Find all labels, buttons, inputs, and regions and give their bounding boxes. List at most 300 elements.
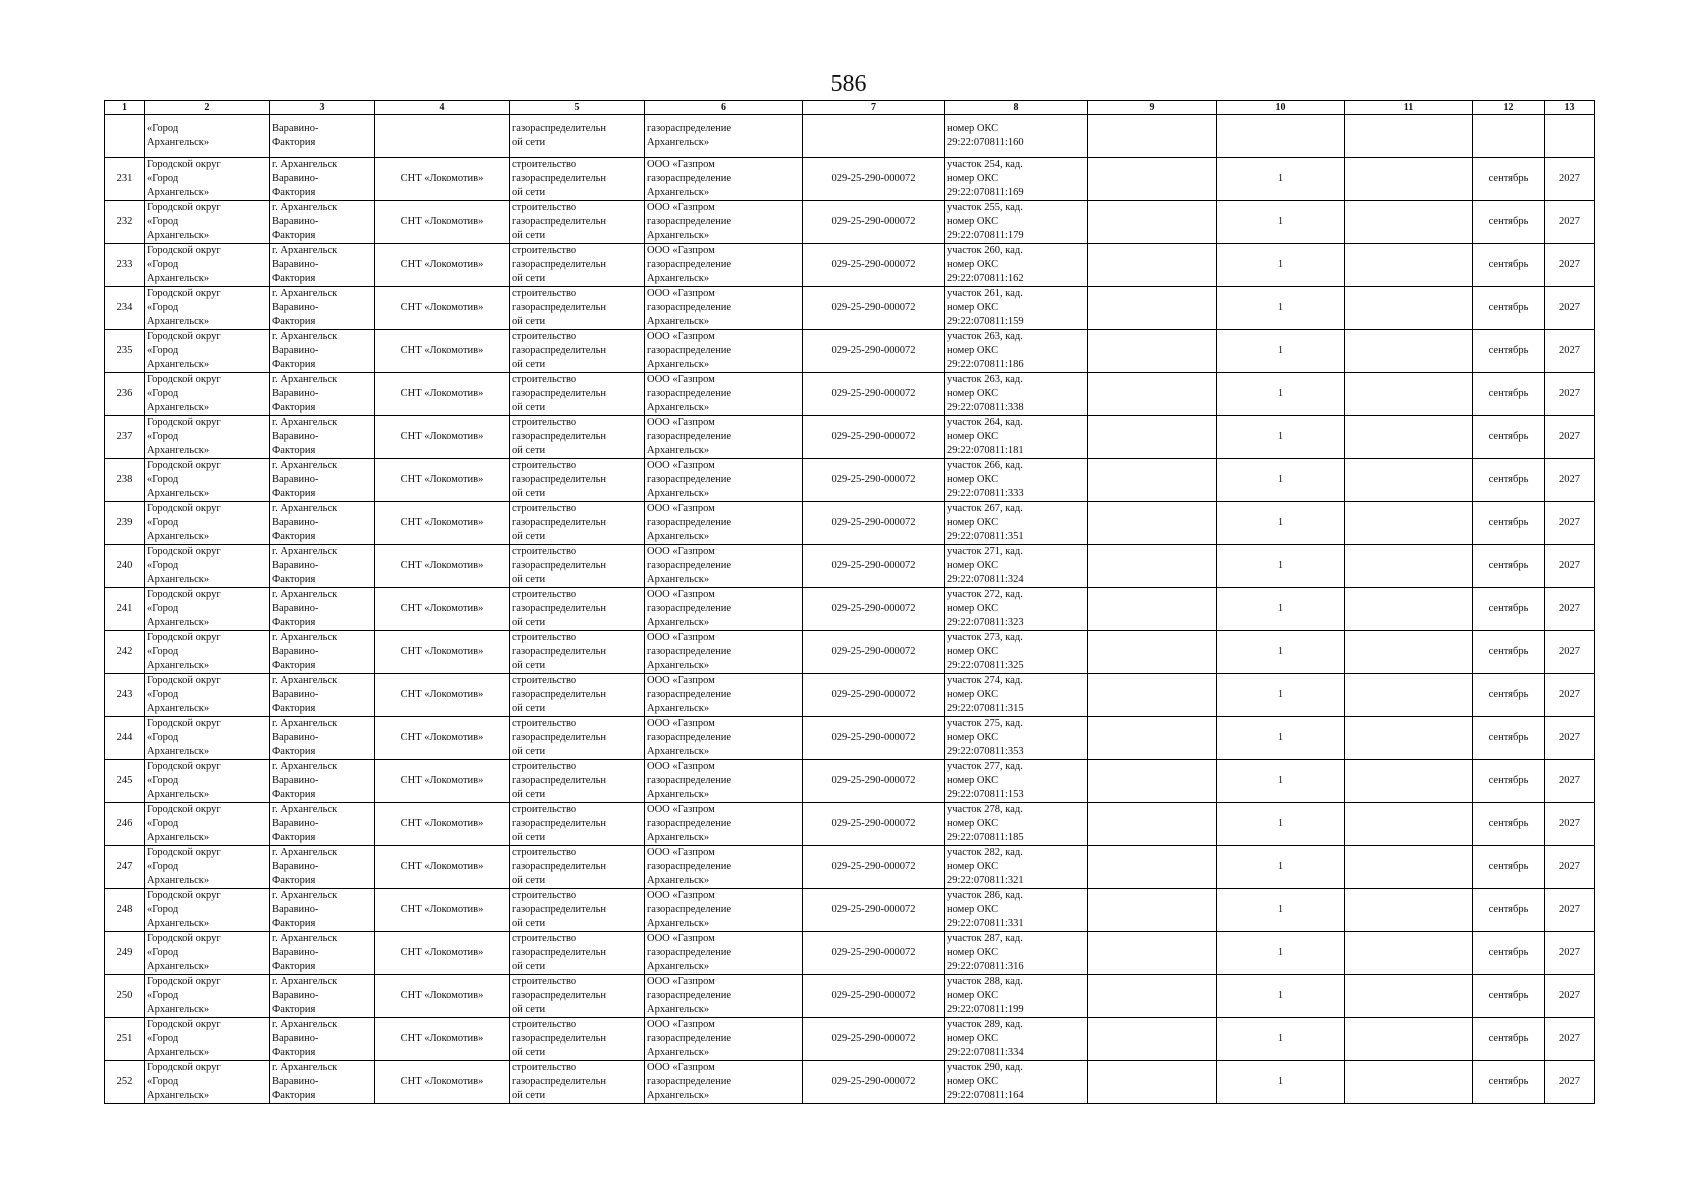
cell-col-5: строительство газораспределительн ой сети <box>510 674 645 717</box>
cell-col-7: 029-25-290-000072 <box>803 416 945 459</box>
cell-col-10: 1 <box>1217 545 1345 588</box>
cell-col-13: 2027 <box>1545 975 1595 1018</box>
cell-col-8: участок 278, кад. номер ОКС 29:22:070811:185 <box>945 803 1088 846</box>
cell-col-7: 029-25-290-000072 <box>803 287 945 330</box>
cell-col-11 <box>1345 588 1473 631</box>
cell-col-7: 029-25-290-000072 <box>803 760 945 803</box>
cell-col-10: 1 <box>1217 158 1345 201</box>
cell-col-1: 231 <box>105 158 145 201</box>
cell-col-5: строительство газораспределительн ой сети <box>510 330 645 373</box>
cell-col-11 <box>1345 717 1473 760</box>
cell-col-9 <box>1088 760 1217 803</box>
cell-col-13: 2027 <box>1545 803 1595 846</box>
table-row <box>105 416 1595 459</box>
cell-col-6: ООО «Газпром газораспределение Архангельск» <box>645 373 803 416</box>
cell-col-6: ООО «Газпром газораспределение Архангельск» <box>645 1018 803 1061</box>
cell-col-4: СНТ «Локомотив» <box>375 502 510 545</box>
cell-col-5: строительство газораспределительн ой сети <box>510 932 645 975</box>
cell-col-3: г. Архангельск Варавино- Фактория <box>270 459 375 502</box>
cell-col-5: строительство газораспределительн ой сети <box>510 889 645 932</box>
cell-col-12: сентябрь <box>1473 330 1545 373</box>
cell-col-1: 243 <box>105 674 145 717</box>
cell-col-2: Городской округ «Город Архангельск» <box>145 846 270 889</box>
cell-col-4: СНТ «Локомотив» <box>375 201 510 244</box>
cell-col-7: 029-25-290-000072 <box>803 459 945 502</box>
cell-col-7: 029-25-290-000072 <box>803 158 945 201</box>
cell-col-1: 242 <box>105 631 145 674</box>
cell-col-3: г. Архангельск Варавино- Фактория <box>270 330 375 373</box>
table-row <box>105 115 1595 158</box>
cell-col-10: 1 <box>1217 760 1345 803</box>
cell-col-9 <box>1088 545 1217 588</box>
cell-col-3: г. Архангельск Варавино- Фактория <box>270 416 375 459</box>
cell-col-9 <box>1088 115 1217 158</box>
cell-col-6: газораспределение Архангельск» <box>645 115 803 158</box>
cell-col-9 <box>1088 846 1217 889</box>
cell-col-10: 1 <box>1217 330 1345 373</box>
cell-col-1: 241 <box>105 588 145 631</box>
cell-col-13: 2027 <box>1545 674 1595 717</box>
cell-col-7: 029-25-290-000072 <box>803 889 945 932</box>
cell-col-3: г. Архангельск Варавино- Фактория <box>270 158 375 201</box>
table-row <box>105 760 1595 803</box>
cell-col-10: 1 <box>1217 846 1345 889</box>
cell-col-7: 029-25-290-000072 <box>803 502 945 545</box>
table-row <box>105 373 1595 416</box>
cell-col-2: Городской округ «Город Архангельск» <box>145 760 270 803</box>
cell-col-10 <box>1217 115 1345 158</box>
cell-col-8: номер ОКС 29:22:070811:160 <box>945 115 1088 158</box>
cell-col-9 <box>1088 932 1217 975</box>
table-row <box>105 846 1595 889</box>
cell-col-8: участок 266, кад. номер ОКС 29:22:070811:333 <box>945 459 1088 502</box>
cell-col-7: 029-25-290-000072 <box>803 631 945 674</box>
cell-col-6: ООО «Газпром газораспределение Архангельск» <box>645 416 803 459</box>
cell-col-6: ООО «Газпром газораспределение Архангельск» <box>645 201 803 244</box>
cell-col-5: строительство газораспределительн ой сети <box>510 545 645 588</box>
cell-col-4: СНТ «Локомотив» <box>375 244 510 287</box>
cell-col-10: 1 <box>1217 803 1345 846</box>
cell-col-1: 247 <box>105 846 145 889</box>
cell-col-7: 029-25-290-000072 <box>803 674 945 717</box>
cell-col-11 <box>1345 975 1473 1018</box>
cell-col-4: СНТ «Локомотив» <box>375 760 510 803</box>
cell-col-2: Городской округ «Город Архангельск» <box>145 975 270 1018</box>
cell-col-7: 029-25-290-000072 <box>803 330 945 373</box>
cell-col-2: «Город Архангельск» <box>145 115 270 158</box>
cell-col-13: 2027 <box>1545 244 1595 287</box>
cell-col-5: строительство газораспределительн ой сети <box>510 846 645 889</box>
cell-col-4: СНТ «Локомотив» <box>375 158 510 201</box>
cell-col-12: сентябрь <box>1473 588 1545 631</box>
table-row <box>105 330 1595 373</box>
cell-col-10: 1 <box>1217 502 1345 545</box>
cell-col-4: СНТ «Локомотив» <box>375 373 510 416</box>
cell-col-10: 1 <box>1217 932 1345 975</box>
cell-col-4 <box>375 115 510 158</box>
cell-col-13: 2027 <box>1545 1018 1595 1061</box>
cell-col-7: 029-25-290-000072 <box>803 201 945 244</box>
header-cell: 6 <box>645 101 803 115</box>
cell-col-9 <box>1088 889 1217 932</box>
cell-col-8: участок 272, кад. номер ОКС 29:22:070811:323 <box>945 588 1088 631</box>
cell-col-8: участок 260, кад. номер ОКС 29:22:070811:162 <box>945 244 1088 287</box>
cell-col-13: 2027 <box>1545 588 1595 631</box>
cell-col-11 <box>1345 459 1473 502</box>
cell-col-6: ООО «Газпром газораспределение Архангельск» <box>645 932 803 975</box>
cell-col-12: сентябрь <box>1473 631 1545 674</box>
cell-col-5: строительство газораспределительн ой сети <box>510 588 645 631</box>
cell-col-12: сентябрь <box>1473 287 1545 330</box>
cell-col-13: 2027 <box>1545 631 1595 674</box>
cell-col-2: Городской округ «Город Архангельск» <box>145 502 270 545</box>
cell-col-2: Городской округ «Город Архангельск» <box>145 588 270 631</box>
cell-col-5: строительство газораспределительн ой сети <box>510 373 645 416</box>
cell-col-1: 250 <box>105 975 145 1018</box>
table-row <box>105 803 1595 846</box>
cell-col-4: СНТ «Локомотив» <box>375 932 510 975</box>
cell-col-4: СНТ «Локомотив» <box>375 674 510 717</box>
cell-col-5: строительство газораспределительн ой сети <box>510 717 645 760</box>
table-row <box>105 1018 1595 1061</box>
cell-col-6: ООО «Газпром газораспределение Архангельск» <box>645 502 803 545</box>
cell-col-8: участок 286, кад. номер ОКС 29:22:070811:331 <box>945 889 1088 932</box>
cell-col-5: строительство газораспределительн ой сети <box>510 803 645 846</box>
cell-col-3: г. Архангельск Варавино- Фактория <box>270 631 375 674</box>
cell-col-1: 251 <box>105 1018 145 1061</box>
cell-col-13: 2027 <box>1545 760 1595 803</box>
cell-col-1: 235 <box>105 330 145 373</box>
cell-col-3: г. Архангельск Варавино- Фактория <box>270 846 375 889</box>
cell-col-6: ООО «Газпром газораспределение Архангельск» <box>645 803 803 846</box>
cell-col-1 <box>105 115 145 158</box>
cell-col-6: ООО «Газпром газораспределение Архангельск» <box>645 287 803 330</box>
cell-col-2: Городской округ «Город Архангельск» <box>145 545 270 588</box>
cell-col-3: г. Архангельск Варавино- Фактория <box>270 760 375 803</box>
cell-col-12: сентябрь <box>1473 846 1545 889</box>
cell-col-12: сентябрь <box>1473 803 1545 846</box>
cell-col-12: сентябрь <box>1473 158 1545 201</box>
cell-col-12: сентябрь <box>1473 975 1545 1018</box>
cell-col-3: г. Архангельск Варавино- Фактория <box>270 717 375 760</box>
cell-col-3: г. Архангельск Варавино- Фактория <box>270 932 375 975</box>
cell-col-12: сентябрь <box>1473 674 1545 717</box>
cell-col-11 <box>1345 631 1473 674</box>
cell-col-4: СНТ «Локомотив» <box>375 416 510 459</box>
cell-col-5: строительство газораспределительн ой сети <box>510 201 645 244</box>
cell-col-5: строительство газораспределительн ой сети <box>510 158 645 201</box>
table-body <box>105 115 1595 1104</box>
cell-col-7: 029-25-290-000072 <box>803 545 945 588</box>
cell-col-9 <box>1088 1061 1217 1104</box>
table-row <box>105 201 1595 244</box>
cell-col-10: 1 <box>1217 588 1345 631</box>
cell-col-9 <box>1088 330 1217 373</box>
cell-col-3: Варавино- Фактория <box>270 115 375 158</box>
cell-col-13: 2027 <box>1545 201 1595 244</box>
cell-col-3: г. Архангельск Варавино- Фактория <box>270 588 375 631</box>
cell-col-4: СНТ «Локомотив» <box>375 1018 510 1061</box>
cell-col-9 <box>1088 459 1217 502</box>
header-cell: 5 <box>510 101 645 115</box>
cell-col-7: 029-25-290-000072 <box>803 717 945 760</box>
cell-col-7: 029-25-290-000072 <box>803 244 945 287</box>
table-row <box>105 889 1595 932</box>
cell-col-5: строительство газораспределительн ой сети <box>510 502 645 545</box>
cell-col-12: сентябрь <box>1473 545 1545 588</box>
cell-col-9 <box>1088 631 1217 674</box>
cell-col-5: строительство газораспределительн ой сети <box>510 459 645 502</box>
cell-col-11 <box>1345 158 1473 201</box>
cell-col-10: 1 <box>1217 631 1345 674</box>
cell-col-4: СНТ «Локомотив» <box>375 975 510 1018</box>
cell-col-13: 2027 <box>1545 459 1595 502</box>
cell-col-7: 029-25-290-000072 <box>803 932 945 975</box>
cell-col-2: Городской округ «Город Архангельск» <box>145 201 270 244</box>
cell-col-5: строительство газораспределительн ой сети <box>510 287 645 330</box>
cell-col-7: 029-25-290-000072 <box>803 1018 945 1061</box>
cell-col-4: СНТ «Локомотив» <box>375 889 510 932</box>
cell-col-6: ООО «Газпром газораспределение Архангельск» <box>645 674 803 717</box>
table-row <box>105 502 1595 545</box>
cell-col-2: Городской округ «Город Архангельск» <box>145 244 270 287</box>
cell-col-1: 246 <box>105 803 145 846</box>
table-row <box>105 459 1595 502</box>
cell-col-4: СНТ «Локомотив» <box>375 1061 510 1104</box>
cell-col-8: участок 288, кад. номер ОКС 29:22:070811:199 <box>945 975 1088 1018</box>
cell-col-5: газораспределительн ой сети <box>510 115 645 158</box>
cell-col-12 <box>1473 115 1545 158</box>
cell-col-5: строительство газораспределительн ой сети <box>510 244 645 287</box>
cell-col-3: г. Архангельск Варавино- Фактория <box>270 889 375 932</box>
cell-col-11 <box>1345 287 1473 330</box>
cell-col-11 <box>1345 244 1473 287</box>
cell-col-12: сентябрь <box>1473 244 1545 287</box>
cell-col-7: 029-25-290-000072 <box>803 588 945 631</box>
cell-col-11 <box>1345 1018 1473 1061</box>
cell-col-11 <box>1345 502 1473 545</box>
cell-col-11 <box>1345 674 1473 717</box>
header-cell: 1 <box>105 101 145 115</box>
table-row <box>105 631 1595 674</box>
header-cell: 12 <box>1473 101 1545 115</box>
cell-col-13: 2027 <box>1545 1061 1595 1104</box>
cell-col-9 <box>1088 717 1217 760</box>
cell-col-11 <box>1345 889 1473 932</box>
table-row <box>105 674 1595 717</box>
cell-col-12: сентябрь <box>1473 502 1545 545</box>
cell-col-9 <box>1088 373 1217 416</box>
cell-col-3: г. Архангельск Варавино- Фактория <box>270 1018 375 1061</box>
cell-col-4: СНТ «Локомотив» <box>375 846 510 889</box>
header-cell: 10 <box>1217 101 1345 115</box>
cell-col-1: 238 <box>105 459 145 502</box>
cell-col-8: участок 267, кад. номер ОКС 29:22:070811:351 <box>945 502 1088 545</box>
cell-col-3: г. Архангельск Варавино- Фактория <box>270 1061 375 1104</box>
cell-col-12: сентябрь <box>1473 201 1545 244</box>
cell-col-6: ООО «Газпром газораспределение Архангельск» <box>645 459 803 502</box>
cell-col-6: ООО «Газпром газораспределение Архангельск» <box>645 760 803 803</box>
cell-col-6: ООО «Газпром газораспределение Архангельск» <box>645 717 803 760</box>
cell-col-1: 248 <box>105 889 145 932</box>
cell-col-12: сентябрь <box>1473 1018 1545 1061</box>
header-cell: 2 <box>145 101 270 115</box>
cell-col-4: СНТ «Локомотив» <box>375 717 510 760</box>
header-cell: 7 <box>803 101 945 115</box>
cell-col-6: ООО «Газпром газораспределение Архангельск» <box>645 631 803 674</box>
cell-col-1: 232 <box>105 201 145 244</box>
cell-col-12: сентябрь <box>1473 459 1545 502</box>
cell-col-4: СНТ «Локомотив» <box>375 459 510 502</box>
cell-col-8: участок 282, кад. номер ОКС 29:22:070811:321 <box>945 846 1088 889</box>
cell-col-8: участок 277, кад. номер ОКС 29:22:070811:153 <box>945 760 1088 803</box>
cell-col-13: 2027 <box>1545 287 1595 330</box>
cell-col-3: г. Архангельск Варавино- Фактория <box>270 373 375 416</box>
cell-col-2: Городской округ «Город Архангельск» <box>145 1061 270 1104</box>
cell-col-7 <box>803 115 945 158</box>
cell-col-12: сентябрь <box>1473 889 1545 932</box>
cell-col-9 <box>1088 588 1217 631</box>
cell-col-6: ООО «Газпром газораспределение Архангельск» <box>645 846 803 889</box>
cell-col-10: 1 <box>1217 287 1345 330</box>
cell-col-13: 2027 <box>1545 330 1595 373</box>
table-row <box>105 717 1595 760</box>
cell-col-2: Городской округ «Город Архангельск» <box>145 158 270 201</box>
cell-col-8: участок 274, кад. номер ОКС 29:22:070811:315 <box>945 674 1088 717</box>
cell-col-5: строительство газораспределительн ой сети <box>510 975 645 1018</box>
cell-col-6: ООО «Газпром газораспределение Архангельск» <box>645 588 803 631</box>
cell-col-8: участок 271, кад. номер ОКС 29:22:070811:324 <box>945 545 1088 588</box>
cell-col-3: г. Архангельск Варавино- Фактория <box>270 545 375 588</box>
header-cell: 9 <box>1088 101 1217 115</box>
cell-col-1: 244 <box>105 717 145 760</box>
cell-col-6: ООО «Газпром газораспределение Архангельск» <box>645 545 803 588</box>
cell-col-11 <box>1345 932 1473 975</box>
cell-col-11 <box>1345 115 1473 158</box>
cell-col-7: 029-25-290-000072 <box>803 373 945 416</box>
cell-col-11 <box>1345 416 1473 459</box>
cell-col-3: г. Архангельск Варавино- Фактория <box>270 287 375 330</box>
cell-col-1: 252 <box>105 1061 145 1104</box>
cell-col-1: 239 <box>105 502 145 545</box>
cell-col-7: 029-25-290-000072 <box>803 803 945 846</box>
table-row <box>105 158 1595 201</box>
header-cell: 4 <box>375 101 510 115</box>
cell-col-2: Городской округ «Город Архангельск» <box>145 330 270 373</box>
cell-col-13: 2027 <box>1545 373 1595 416</box>
header-cell: 11 <box>1345 101 1473 115</box>
cell-col-5: строительство газораспределительн ой сети <box>510 1061 645 1104</box>
cell-col-10: 1 <box>1217 1018 1345 1061</box>
cell-col-2: Городской округ «Город Архангельск» <box>145 889 270 932</box>
cell-col-6: ООО «Газпром газораспределение Архангельск» <box>645 975 803 1018</box>
cell-col-4: СНТ «Локомотив» <box>375 631 510 674</box>
cell-col-5: строительство газораспределительн ой сети <box>510 631 645 674</box>
cell-col-13 <box>1545 115 1595 158</box>
cell-col-9 <box>1088 674 1217 717</box>
cell-col-9 <box>1088 502 1217 545</box>
cell-col-12: сентябрь <box>1473 932 1545 975</box>
cell-col-10: 1 <box>1217 975 1345 1018</box>
cell-col-12: сентябрь <box>1473 760 1545 803</box>
cell-col-2: Городской округ «Город Архангельск» <box>145 631 270 674</box>
cell-col-8: участок 289, кад. номер ОКС 29:22:070811:334 <box>945 1018 1088 1061</box>
cell-col-1: 240 <box>105 545 145 588</box>
cell-col-3: г. Архангельск Варавино- Фактория <box>270 201 375 244</box>
cell-col-4: СНТ «Локомотив» <box>375 287 510 330</box>
cell-col-13: 2027 <box>1545 717 1595 760</box>
cell-col-8: участок 290, кад. номер ОКС 29:22:070811:164 <box>945 1061 1088 1104</box>
cell-col-3: г. Архангельск Варавино- Фактория <box>270 975 375 1018</box>
cell-col-3: г. Архангельск Варавино- Фактория <box>270 244 375 287</box>
cell-col-2: Городской округ «Город Архангельск» <box>145 459 270 502</box>
table-row <box>105 588 1595 631</box>
cell-col-5: строительство газораспределительн ой сети <box>510 1018 645 1061</box>
cell-col-2: Городской округ «Город Архангельск» <box>145 287 270 330</box>
cell-col-1: 234 <box>105 287 145 330</box>
cell-col-1: 236 <box>105 373 145 416</box>
cell-col-10: 1 <box>1217 459 1345 502</box>
table-row <box>105 545 1595 588</box>
cell-col-6: ООО «Газпром газораспределение Архангельск» <box>645 244 803 287</box>
cell-col-3: г. Архангельск Варавино- Фактория <box>270 502 375 545</box>
cell-col-7: 029-25-290-000072 <box>803 975 945 1018</box>
cell-col-9 <box>1088 803 1217 846</box>
cell-col-12: сентябрь <box>1473 1061 1545 1104</box>
cell-col-5: строительство газораспределительн ой сети <box>510 416 645 459</box>
cell-col-8: участок 255, кад. номер ОКС 29:22:070811:179 <box>945 201 1088 244</box>
cell-col-2: Городской округ «Город Архангельск» <box>145 932 270 975</box>
cell-col-8: участок 275, кад. номер ОКС 29:22:070811:353 <box>945 717 1088 760</box>
cell-col-2: Городской округ «Город Архангельск» <box>145 416 270 459</box>
cell-col-13: 2027 <box>1545 932 1595 975</box>
table-row <box>105 244 1595 287</box>
cell-col-10: 1 <box>1217 889 1345 932</box>
cell-col-3: г. Архангельск Варавино- Фактория <box>270 803 375 846</box>
cell-col-12: сентябрь <box>1473 373 1545 416</box>
cell-col-12: сентябрь <box>1473 416 1545 459</box>
cell-col-11 <box>1345 803 1473 846</box>
cell-col-10: 1 <box>1217 674 1345 717</box>
cell-col-4: СНТ «Локомотив» <box>375 803 510 846</box>
cell-col-13: 2027 <box>1545 889 1595 932</box>
cell-col-8: участок 264, кад. номер ОКС 29:22:070811:181 <box>945 416 1088 459</box>
table-row <box>105 1061 1595 1104</box>
cell-col-11 <box>1345 760 1473 803</box>
cell-col-2: Городской округ «Город Архангельск» <box>145 803 270 846</box>
cell-col-9 <box>1088 244 1217 287</box>
cell-col-13: 2027 <box>1545 416 1595 459</box>
cell-col-10: 1 <box>1217 201 1345 244</box>
cell-col-8: участок 287, кад. номер ОКС 29:22:070811:316 <box>945 932 1088 975</box>
cell-col-13: 2027 <box>1545 846 1595 889</box>
cell-col-13: 2027 <box>1545 158 1595 201</box>
cell-col-3: г. Архангельск Варавино- Фактория <box>270 674 375 717</box>
table-row <box>105 287 1595 330</box>
cell-col-8: участок 273, кад. номер ОКС 29:22:070811:325 <box>945 631 1088 674</box>
table-row <box>105 975 1595 1018</box>
cell-col-9 <box>1088 975 1217 1018</box>
cell-col-6: ООО «Газпром газораспределение Архангельск» <box>645 330 803 373</box>
header-cell: 13 <box>1545 101 1595 115</box>
cell-col-8: участок 263, кад. номер ОКС 29:22:070811:338 <box>945 373 1088 416</box>
cell-col-11 <box>1345 1061 1473 1104</box>
cell-col-11 <box>1345 373 1473 416</box>
header-cell: 8 <box>945 101 1088 115</box>
cell-col-9 <box>1088 287 1217 330</box>
table-row <box>105 932 1595 975</box>
cell-col-11 <box>1345 846 1473 889</box>
